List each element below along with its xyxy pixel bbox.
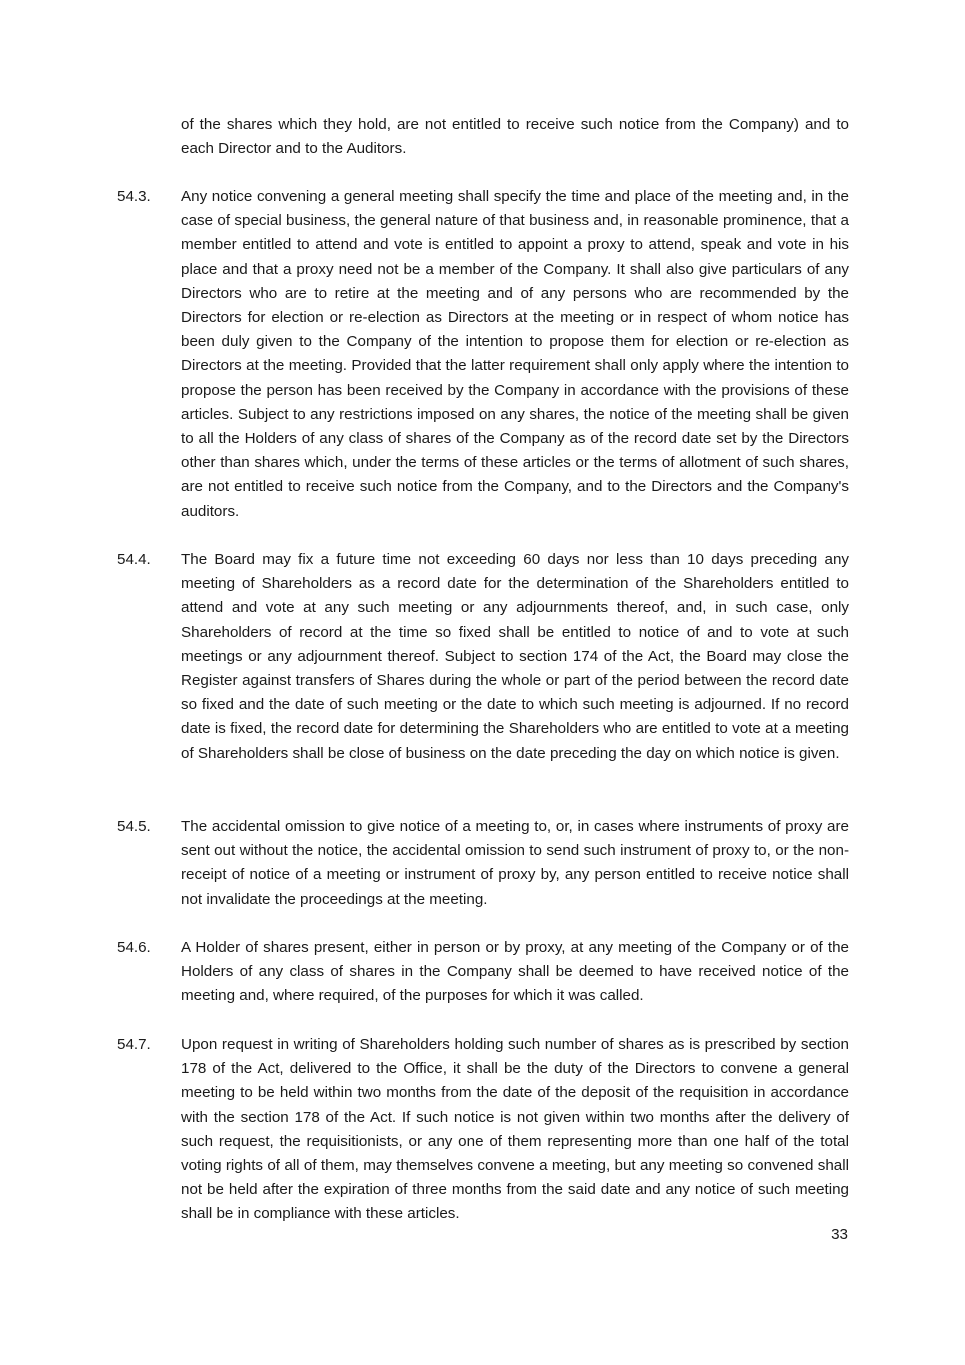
clause-number: 54.6. xyxy=(117,939,151,956)
clause-text: The Board may fix a future time not exceeding 60 days nor less than 10 days preceding any meeting of Shareholders as a record date for the determination of the Shareholders entitled to attend and vote at any such meeting or any adjournments thereof, and, in such case, only Shareholders of record at the time so fixed shall be entitled to notice of and to vote at such meetings or any adjournment thereof. Subject to section 174 of the Act, the Board may close the Register against transfers of Shares during the whole or part of the period between the record date so fixed and the date of such meeting or the date to which such meeting is adjourned. If no record date is fixed, the record date for determining the Shareholders who are entitled to vote at a meeting of Shareholders shall be close of business on the date preceding the day on which notice is given. xyxy=(181,551,849,762)
page-number: 33 xyxy=(831,1226,848,1243)
clause-number: 54.3. xyxy=(117,188,151,205)
clause-54-6 xyxy=(117,936,849,1009)
clause-text: A Holder of shares present, either in person or by proxy, at any meeting of the Company or of the Holders of any class of shares in the Company shall be deemed to have received notice of the meeting and, where required, of the purposes for which it was called. xyxy=(181,939,849,1005)
continuation-paragraph: of the shares which they hold, are not entitled to receive such notice from the Company) and to each Director and to the Auditors. xyxy=(181,116,849,158)
clause-text: Upon request in writing of Shareholders holding such number of shares as is prescribed by section 178 of the Act, delivered to the Office, it shall be the duty of the Directors to convene a general meeting to be held within two months from the date of the deposit of the requisition in accordance with the section 178 of the Act. If such notice is not given within two months after the delivery of such request, the requisitionists, or any one of them representing more than one half of the total voting rights of all of them, may themselves convene a meeting, but any meeting so convened shall not be held after the expiration of three months from the said date and any notice of such meeting shall be in compliance with these articles. xyxy=(181,1036,849,1223)
clause-number: 54.4. xyxy=(117,551,151,568)
clause-number: 54.5. xyxy=(117,818,151,835)
clause-text: Any notice convening a general meeting shall specify the time and place of the meeting and, in the case of special business, the general nature of that business and, in reasonable prominence, that a member entitled to attend and vote is entitled to appoint a proxy to attend, speak and vote in his place and that a proxy need not be a member of the Company. It shall also give particulars of any Directors who are to retire at the meeting and of any persons who are recommended by the Directors for election or re-election as Directors at the meeting or in respect of whom notice has been duly given to the Company of the intention to propose them for election or re-election as Directors at the meeting. Provided that the latter requirement shall only apply where the intention to propose the person has been received by the Company in accordance with the provisions of these articles. Subject to any restrictions imposed on any shares, the notice of the meeting shall be given to all the Holders of any class of shares of the Company as of the record date set by the Directors other than shares which, under the terms of these articles or the terms of allotment of such shares, are not entitled to receive such notice from the Company, and to the Directors and the Company's auditors. xyxy=(181,188,849,520)
clause-54-3 xyxy=(117,185,849,524)
clause-number: 54.7. xyxy=(117,1036,151,1053)
clause-54-4 xyxy=(117,548,849,766)
clause-54-7 xyxy=(117,1033,849,1227)
clause-text: The accidental omission to give notice of a meeting to, or, in cases where instruments of proxy are sent out without the notice, the accidental omission to send such instrument of proxy to, or the non-receipt of notice of a meeting or instrument of proxy by, any person entitled to receive notice shall not invalidate the proceedings at the meeting. xyxy=(181,818,849,908)
clause-54-5 xyxy=(117,815,849,912)
